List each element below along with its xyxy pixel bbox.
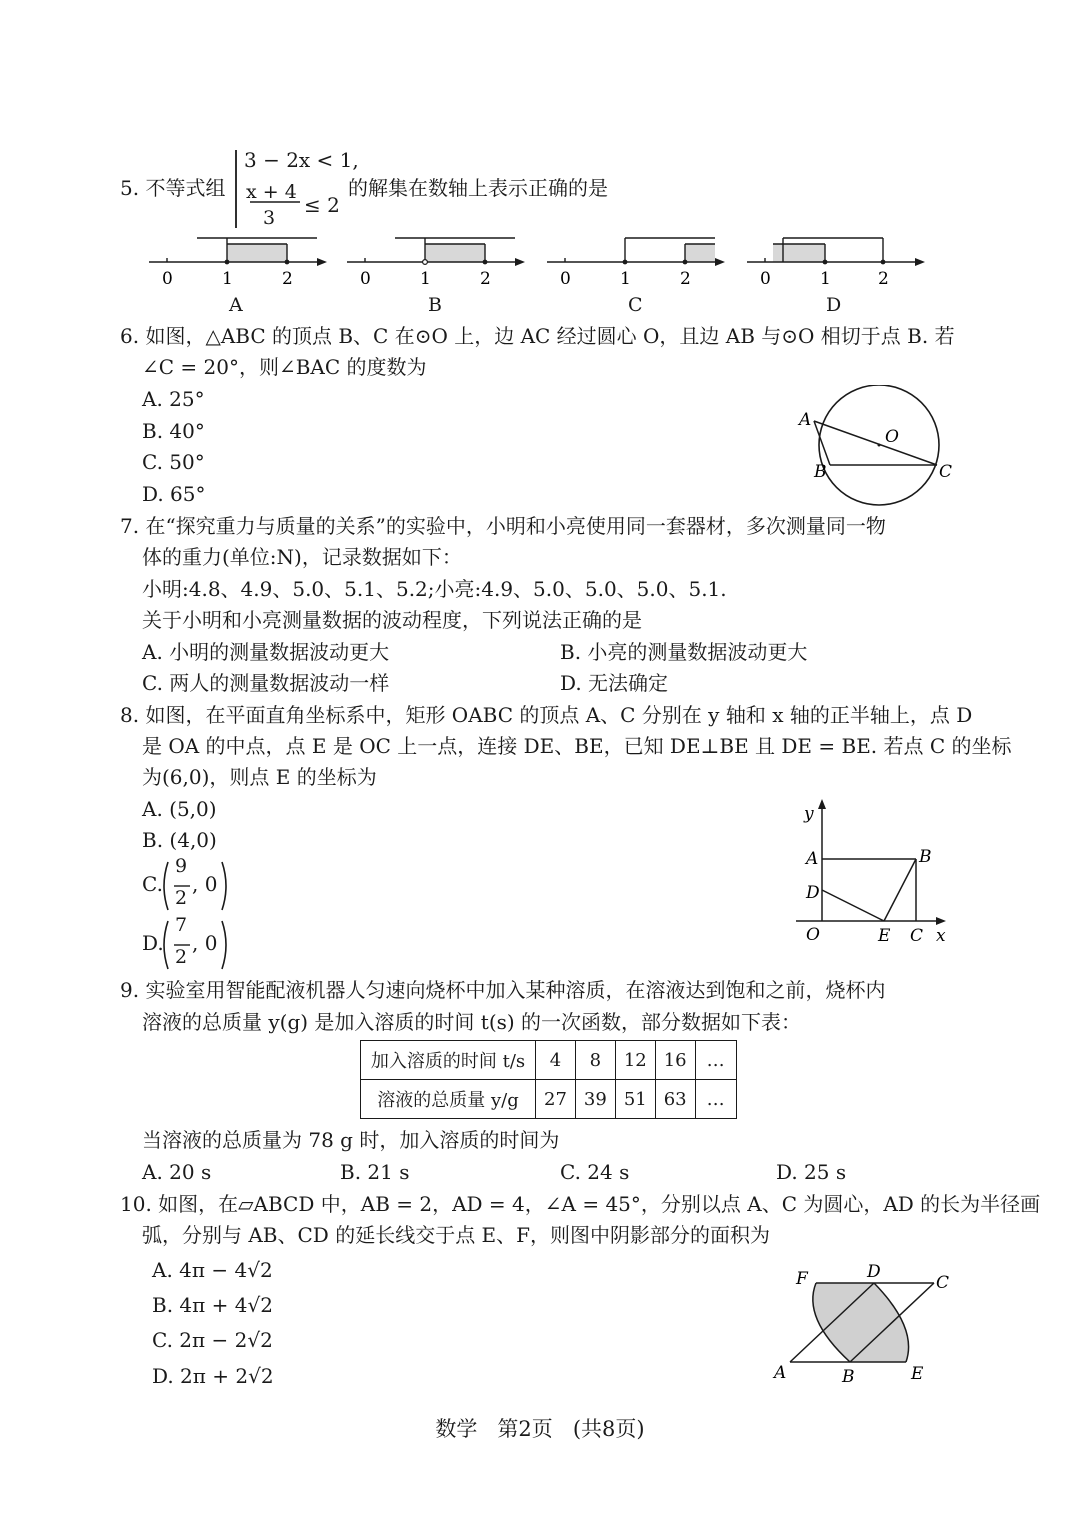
q8-option-c-denominator: 2 bbox=[175, 887, 188, 909]
label-d: D bbox=[806, 883, 820, 903]
label-c: C bbox=[939, 462, 953, 482]
table-cell: 溶液的总质量 y/g bbox=[361, 1080, 536, 1119]
tick-1: 1 bbox=[820, 269, 831, 289]
q8-option-c-tail: , 0 bbox=[192, 872, 218, 896]
q9-option-a: A. 20 s bbox=[142, 1160, 212, 1184]
q9-option-d: D. 25 s bbox=[776, 1160, 847, 1184]
q8-option-d-tail: , 0 bbox=[192, 931, 218, 955]
q9-line-1: 9. 实验室用智能配液机器人匀速向烧杯中加入某种溶质，在溶液达到饱和之前，烧杯内 bbox=[120, 978, 886, 1002]
table-cell: 27 bbox=[536, 1080, 576, 1119]
q6-option-d: D. 65° bbox=[142, 482, 206, 506]
q10-option-c: C. 2π − 2√2 bbox=[152, 1328, 273, 1352]
table-cell: 8 bbox=[575, 1041, 615, 1080]
q7-option-a: A. 小明的测量数据波动更大 bbox=[142, 640, 390, 664]
table-cell: 63 bbox=[655, 1080, 695, 1119]
label-a: A bbox=[806, 849, 819, 869]
label-o: O bbox=[806, 925, 820, 945]
q10-parallelogram-figure bbox=[770, 1258, 960, 1388]
label-e: E bbox=[878, 926, 891, 946]
label-e: E bbox=[911, 1364, 924, 1384]
table-cell: 39 bbox=[575, 1080, 615, 1119]
q7-line-4: 关于小明和小亮测量数据的波动程度，下列说法正确的是 bbox=[142, 608, 642, 632]
q10-line-1: 10. 如图，在▱ABCD 中，AB = 2，AD = 4，∠A = 45°，分别以点 A、C 为圆心，AD 的长为半径画 bbox=[120, 1192, 1041, 1216]
label-b: B bbox=[814, 462, 827, 482]
table-cell: 加入溶质的时间 t/s bbox=[361, 1041, 536, 1080]
tick-2: 2 bbox=[878, 269, 889, 289]
q8-line-2: 是 OA 的中点，点 E 是 OC 上一点，连接 DE、BE，已知 DE⊥BE 且 DE = BE. 若点 C 的坐标 bbox=[142, 734, 1012, 758]
tick-2: 2 bbox=[680, 269, 691, 289]
tick-1: 1 bbox=[222, 269, 233, 289]
table-cell: … bbox=[695, 1041, 736, 1080]
q5-fraction-relation: ≤ 2 bbox=[304, 193, 340, 217]
q10-option-a: A. 4π − 4√2 bbox=[152, 1258, 273, 1282]
table-cell: 16 bbox=[655, 1041, 695, 1080]
option-letter-d: D bbox=[826, 294, 842, 316]
label-a: A bbox=[774, 1363, 787, 1383]
q8-option-c-letter: C. bbox=[142, 872, 163, 896]
q6-option-c: C. 50° bbox=[142, 450, 205, 474]
label-d: D bbox=[867, 1262, 881, 1282]
label-b: B bbox=[919, 847, 932, 867]
number-line-a bbox=[145, 232, 335, 292]
tick-1: 1 bbox=[420, 269, 431, 289]
q5-inequality-1: 3 − 2x < 1, bbox=[244, 148, 359, 172]
number-line-d bbox=[743, 232, 933, 292]
q6-option-a: A. 25° bbox=[142, 387, 205, 411]
q8-option-d-numerator: 7 bbox=[175, 914, 188, 936]
tick-2: 2 bbox=[282, 269, 293, 289]
label-x: x bbox=[936, 926, 946, 946]
q8-option-d-denominator: 2 bbox=[175, 946, 188, 968]
table-cell: 12 bbox=[615, 1041, 655, 1080]
table-row bbox=[361, 1041, 737, 1080]
q7-line-2: 体的重力(单位:N)，记录数据如下： bbox=[142, 545, 462, 569]
q9-option-c: C. 24 s bbox=[560, 1160, 630, 1184]
q5-prefix: 5. 不等式组 bbox=[120, 176, 226, 200]
number-line-b bbox=[343, 232, 533, 292]
q6-line-2: ∠C = 20°，则∠BAC 的度数为 bbox=[142, 355, 427, 379]
q6-circle-figure bbox=[790, 385, 960, 510]
table-cell: 4 bbox=[536, 1041, 576, 1080]
table-cell: … bbox=[695, 1080, 736, 1119]
label-c: C bbox=[910, 926, 924, 946]
q9-data-table bbox=[360, 1040, 737, 1119]
label-o: O bbox=[885, 427, 899, 447]
q7-line-1: 7. 在“探究重力与质量的关系”的实验中，小明和小亮使用同一套器材，多次测量同一物 bbox=[120, 514, 886, 538]
q8-coordinate-figure bbox=[790, 795, 960, 955]
option-letter-b: B bbox=[428, 294, 442, 316]
q5-suffix: 的解集在数轴上表示正确的是 bbox=[348, 176, 608, 200]
table-row bbox=[361, 1080, 737, 1119]
label-y: y bbox=[804, 804, 814, 824]
q7-line-3: 小明:4.8、4.9、5.0、5.1、5.2;小亮:4.9、5.0、5.0、5.0、5.1. bbox=[142, 577, 727, 601]
q6-line-1: 6. 如图，△ABC 的顶点 B、C 在⊙O 上，边 AC 经过圆心 O，且边 AB 与⊙O 相切于点 B. 若 bbox=[120, 324, 955, 348]
label-c: C bbox=[936, 1273, 950, 1293]
q7-option-b: B. 小亮的测量数据波动更大 bbox=[560, 640, 808, 664]
label-a: A bbox=[799, 410, 812, 430]
q9-line-2: 溶液的总质量 y(g) 是加入溶质的时间 t(s) 的一次函数，部分数据如下表： bbox=[142, 1010, 802, 1034]
tick-0: 0 bbox=[560, 269, 571, 289]
q9-option-b: B. 21 s bbox=[340, 1160, 410, 1184]
label-b: B bbox=[842, 1367, 855, 1387]
q8-option-b: B. (4,0) bbox=[142, 828, 217, 852]
tick-0: 0 bbox=[162, 269, 173, 289]
number-line-c bbox=[543, 232, 733, 292]
q10-option-b: B. 4π + 4√2 bbox=[152, 1293, 273, 1317]
q8-option-d-letter: D. bbox=[142, 931, 164, 955]
q6-option-b: B. 40° bbox=[142, 419, 205, 443]
q8-option-a: A. (5,0) bbox=[142, 797, 217, 821]
q9-line-3: 当溶液的总质量为 78 g 时，加入溶质的时间为 bbox=[142, 1128, 560, 1152]
label-f: F bbox=[796, 1269, 808, 1289]
tick-0: 0 bbox=[760, 269, 771, 289]
option-letter-a: A bbox=[229, 294, 243, 316]
option-letter-c: C bbox=[628, 294, 643, 316]
q8-option-c-numerator: 9 bbox=[175, 855, 188, 877]
tick-2: 2 bbox=[480, 269, 491, 289]
q5-fraction-numerator: x + 4 bbox=[246, 181, 297, 203]
tick-0: 0 bbox=[360, 269, 371, 289]
q5-fraction-denominator: 3 bbox=[263, 207, 276, 229]
table-cell: 51 bbox=[615, 1080, 655, 1119]
q7-option-c: C. 两人的测量数据波动一样 bbox=[142, 671, 390, 695]
q8-line-1: 8. 如图，在平面直角坐标系中，矩形 OABC 的顶点 A、C 分别在 y 轴和 x 轴的正半轴上，点 D bbox=[120, 703, 973, 727]
q8-line-3: 为(6,0)，则点 E 的坐标为 bbox=[142, 765, 377, 789]
tick-1: 1 bbox=[620, 269, 631, 289]
page-footer: 数学 第2页 (共8页) bbox=[435, 1417, 645, 1441]
q10-line-2: 弧，分别与 AB、CD 的延长线交于点 E、F，则图中阴影部分的面积为 bbox=[142, 1223, 771, 1247]
q7-option-d: D. 无法确定 bbox=[560, 671, 669, 695]
q10-option-d: D. 2π + 2√2 bbox=[152, 1364, 274, 1388]
